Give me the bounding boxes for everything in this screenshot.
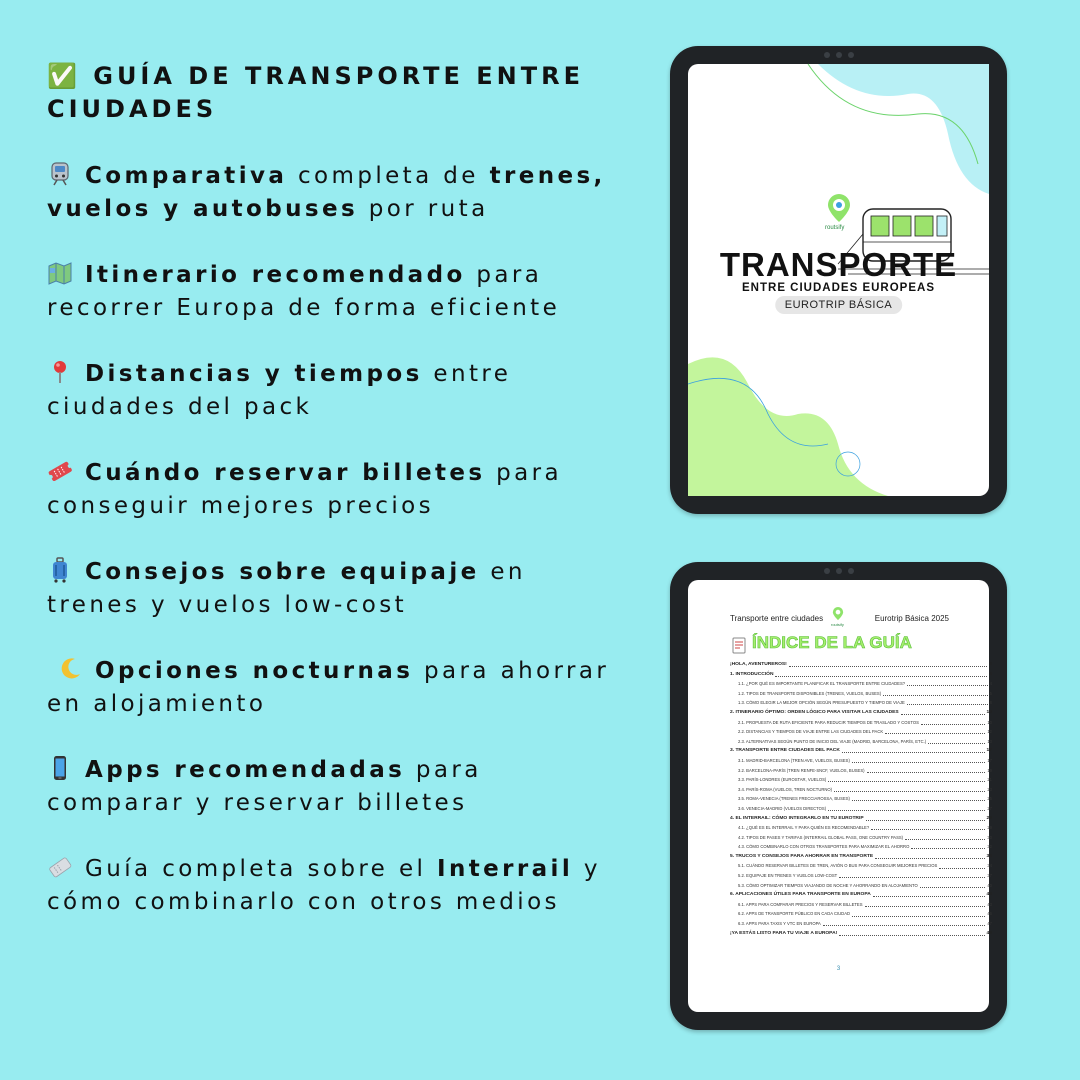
toc-entry-page: 30	[987, 834, 992, 840]
toc-entry	[730, 890, 992, 900]
toc-entry-title: ¡YA ESTÁS LISTO PARA TU VIAJE A EUROPA!	[730, 930, 838, 936]
toc-entry-title: 6.3. APPS PARA TAXIS Y VTC EN EUROPA	[738, 921, 821, 927]
toc-leader	[775, 676, 987, 677]
toc-entry-page: 21	[987, 777, 992, 783]
toc-entry	[730, 785, 992, 795]
phone-icon	[47, 755, 73, 781]
toc-leader	[828, 810, 985, 811]
toc-entry	[730, 861, 992, 871]
toc-entry-title: 6. APLICACIONES ÚTILES PARA TRANSPORTE EN EUROPA	[730, 892, 871, 898]
toc-entry-title: 2.1. PROPUESTA DE RUTA EFICIENTE PARA REDUCIR TIEMPOS DE TRASLADO Y COSTOS	[738, 719, 919, 725]
toc-leader	[842, 752, 985, 753]
toc-leader	[939, 868, 985, 869]
toc-entry	[730, 689, 992, 699]
toc-entry-title: 1. INTRODUCCIÓN	[730, 671, 774, 677]
toc-entry	[730, 881, 992, 891]
header-right: Eurotrip Básica 2025	[874, 614, 949, 623]
pass-icon	[47, 854, 73, 880]
toc-entry-page: 4	[989, 681, 992, 687]
toc-leader	[823, 925, 985, 926]
toc-entry-title: 3.2. BARCELONA-PARÍS (TREN RENFE-SNCF, VUELOS, BUSES)	[738, 767, 865, 773]
toc-entry-title: 1.2. TIPOS DE TRANSPORTE DISPONIBLES (TRENES, VUELOS, BUSES)	[738, 690, 882, 696]
feature-item: Distancias y tiempos entre ciudades del pack	[47, 361, 512, 420]
feature-item: Cuándo reservar billetes para conseguir mejores precios	[47, 460, 563, 519]
toc-entry	[730, 727, 992, 737]
train-icon	[47, 161, 73, 187]
toc-entry-page: 25	[987, 796, 992, 802]
toc-entry	[730, 842, 992, 852]
toc-leader	[867, 772, 986, 773]
cover-title: TRANSPORTE	[719, 246, 958, 283]
index-page	[688, 580, 992, 1012]
toc-leader	[852, 916, 985, 917]
feature-item: Comparativa completa de trenes, vuelos y autobuses por ruta	[47, 163, 606, 222]
toc-entry	[730, 794, 992, 804]
toc-entry-page: 17	[986, 748, 992, 754]
toc-entry-title: 3.5. ROMA-VENECIA (TRENES FRECCIAROSSA, BUSES)	[738, 796, 850, 802]
routsify-logo-icon	[831, 606, 845, 622]
toc-entry-page: 43	[987, 901, 992, 907]
toc-leader	[875, 858, 984, 859]
toc-entry-page: 2	[989, 662, 992, 667]
toc-entry	[730, 660, 992, 670]
feature-list	[47, 60, 617, 952]
toc-entry-title: 2.3. ALTERNATIVAS SEGÚN PUNTO DE INICIO DEL VIAJE (MADRID, BARCELONA, PARÍS, ETC.)	[738, 738, 927, 744]
toc-entry-title: 3.1. MADRID-BARCELONA (TREN AVE, VUELOS, BUSES)	[738, 757, 850, 763]
toc-entry-title: ¡HOLA, AVENTUREROS!	[730, 662, 787, 667]
toc-entry	[730, 804, 992, 814]
toc-leader	[911, 848, 985, 849]
toc-leader	[866, 820, 985, 821]
toc-entry-page: 46	[987, 911, 992, 917]
ticket-icon	[47, 458, 73, 484]
toc-entry-page: 8	[989, 700, 992, 706]
section-heading: ✅ GUÍA DE TRANSPORTE ENTRE CIUDADES	[47, 62, 584, 123]
feature-item: Apps recomendadas para comparar y reservar billetes	[47, 757, 482, 816]
toc-entry-title: 5.1. CUÁNDO RESERVAR BILLETES DE TREN, AVIÓN O BUS PARA CONSEGUIR MEJORES PRECIOS	[738, 863, 938, 869]
toc-leader	[834, 791, 985, 792]
toc-leader	[873, 896, 985, 897]
toc-leader	[921, 724, 985, 725]
toc-leader	[901, 714, 985, 715]
page-number: 3	[836, 966, 841, 972]
brand-name: routsify	[831, 622, 844, 627]
toc-leader	[852, 762, 985, 763]
toc-entry-title: 6.1. APPS PARA COMPARAR PRECIOS Y RESERVAR BILLETES	[738, 901, 863, 907]
camera	[821, 568, 857, 576]
toc-entry-page: 27	[987, 805, 992, 811]
toc-entry-title: 5.3. CÓMO OPTIMIZAR TIEMPOS VIAJANDO DE NOCHE Y AHORRANDO EN ALOJAMIENTO	[738, 882, 918, 888]
cover-badge: EUROTRIP BÁSICA	[775, 296, 903, 314]
toc-entry	[730, 900, 992, 910]
toc-entry	[730, 746, 992, 756]
feature-item: Consejos sobre equipaje en trenes y vuelos low-cost	[47, 559, 526, 618]
toc-entry-page: 34	[986, 853, 992, 859]
cover-subtitle: ENTRE CIUDADES EUROPEAS	[742, 282, 935, 294]
toc-entry-title: 2. ITINERARIO ÓPTIMO: ORDEN LÓGICO PARA VISITAR LAS CIUDADES	[730, 709, 899, 715]
toc-entry	[730, 679, 992, 689]
toc-entry-page: 4	[989, 671, 992, 677]
toc-entry	[730, 698, 992, 708]
toc-entry-page: 5	[989, 690, 992, 696]
toc-leader	[928, 743, 985, 744]
toc-leader	[839, 877, 985, 878]
toc-entry-title: 2.2. DISTANCIAS Y TIEMPOS DE VIAJE ENTRE LAS CIUDADES DEL PACK	[738, 729, 884, 735]
toc-entry-page: 19	[987, 767, 992, 773]
toc-entry-title: 1.1. ¿POR QUÉ ES IMPORTANTE PLANIFICAR EL TRANSPORTE ENTRE CIUDADES?	[738, 681, 906, 687]
index-title: ÍNDICE DE LA GUÍA	[752, 633, 912, 652]
toc-entry	[730, 909, 992, 919]
camera	[821, 52, 857, 60]
toc-leader	[883, 695, 988, 696]
toc-leader	[828, 781, 985, 782]
routsify-logo-icon	[824, 192, 854, 226]
toc-entry-page: 12	[987, 729, 992, 735]
toc-entry-page: 10	[987, 719, 992, 725]
toc-leader	[789, 666, 987, 667]
toc-entry-page: 43	[986, 892, 992, 898]
toc-leader	[907, 685, 988, 686]
toc-leader	[871, 829, 985, 830]
toc-entry-title: 4.1. ¿QUÉ ES EL INTERRAIL Y PARA QUIÉN ES RECOMENDABLE?	[738, 825, 870, 831]
toc-entry-title: 4.2. TIPOS DE PASES Y TARIFAS (INTERRAIL GLOBAL PASS, ONE COUNTRY PASS)	[738, 834, 904, 840]
toc-entry-title: 4. EL INTERRAIL: CÓMO INTEGRARLO EN TU EUROTRIP	[730, 815, 864, 821]
header-left: Transporte entre ciudades	[730, 614, 824, 623]
toc-entry	[730, 823, 992, 833]
toc-entry	[730, 814, 992, 824]
toc-leader	[865, 906, 986, 907]
toc-entry-title: 1.3. CÓMO ELEGIR LA MEJOR OPCIÓN SEGÚN PRESUPUESTO Y TIEMPO DE VIAJE	[738, 700, 905, 706]
toc-entry-title: 5. TRUCOS Y CONSEJOS PARA AHORRAR EN TRANSPORTE	[730, 853, 874, 859]
feature-item: Itinerario recomendado para recorrer Europa de forma eficiente	[47, 262, 561, 321]
brand-name: routsify	[825, 225, 845, 231]
toc-entry-page: 40	[987, 882, 992, 888]
toc-entry	[730, 852, 992, 862]
feature-item: Guía completa sobre el Interrail y cómo combinarlo con otros medios	[47, 856, 601, 915]
toc-entry-title: 3.4. PARÍS-ROMA (VUELOS, TREN NOCTURNO)	[738, 786, 833, 792]
toc-entry-page: 37	[987, 873, 992, 879]
cover-page	[688, 64, 989, 496]
toc-entry-page: 49	[986, 930, 992, 936]
feature-item: Opciones nocturnas para ahorrar en alojamiento	[47, 658, 610, 717]
toc-entry-page: 32	[987, 844, 992, 850]
table-of-contents	[730, 660, 992, 938]
toc-entry	[730, 756, 992, 766]
luggage-icon	[47, 557, 73, 583]
toc-entry-page: 13	[987, 738, 992, 744]
toc-entry-page: 29	[986, 815, 992, 821]
toc-entry-title: 5.2. EQUIPAJE EN TRENES Y VUELOS LOW-COST	[738, 873, 838, 879]
toc-entry-page: 17	[987, 757, 992, 763]
toc-entry	[730, 929, 992, 939]
toc-entry	[730, 833, 992, 843]
toc-entry	[730, 919, 992, 929]
pin-icon	[47, 359, 73, 385]
toc-entry	[730, 871, 992, 881]
toc-leader	[885, 733, 985, 734]
toc-entry-page: 29	[987, 825, 992, 831]
toc-leader	[907, 704, 988, 705]
toc-entry-page: 34	[987, 863, 992, 869]
document-icon	[732, 637, 748, 655]
toc-entry	[730, 718, 992, 728]
toc-entry	[730, 775, 992, 785]
toc-entry-title: 3.3. PARÍS-LONDRES (EUROSTAR, VUELOS)	[738, 777, 827, 783]
map-icon	[47, 260, 73, 286]
tablet-index	[670, 562, 1007, 1030]
toc-entry-title: 6.2. APPS DE TRANSPORTE PÚBLICO EN CADA CIUDAD	[738, 911, 851, 917]
toc-entry-page: 23	[987, 786, 992, 792]
toc-entry-title: 3.6. VENECIA-MADRID (VUELOS DIRECTOS)	[738, 805, 827, 811]
toc-leader	[839, 935, 984, 936]
toc-entry-page: 47	[987, 921, 992, 927]
toc-entry	[730, 766, 992, 776]
toc-entry	[730, 708, 992, 718]
toc-entry	[730, 737, 992, 747]
tablet-cover	[670, 46, 1007, 514]
toc-entry-page: 10	[986, 709, 992, 715]
toc-entry-title: 4.3. CÓMO COMBINARLO CON OTROS TRANSPORTES PARA MAXIMIZAR EL AHORRO	[738, 844, 910, 850]
moon-icon	[57, 656, 83, 682]
toc-leader	[852, 800, 985, 801]
toc-entry	[730, 670, 992, 680]
toc-entry-title: 3. TRANSPORTE ENTRE CIUDADES DEL PACK	[730, 748, 840, 754]
toc-leader	[905, 839, 985, 840]
toc-leader	[920, 887, 986, 888]
